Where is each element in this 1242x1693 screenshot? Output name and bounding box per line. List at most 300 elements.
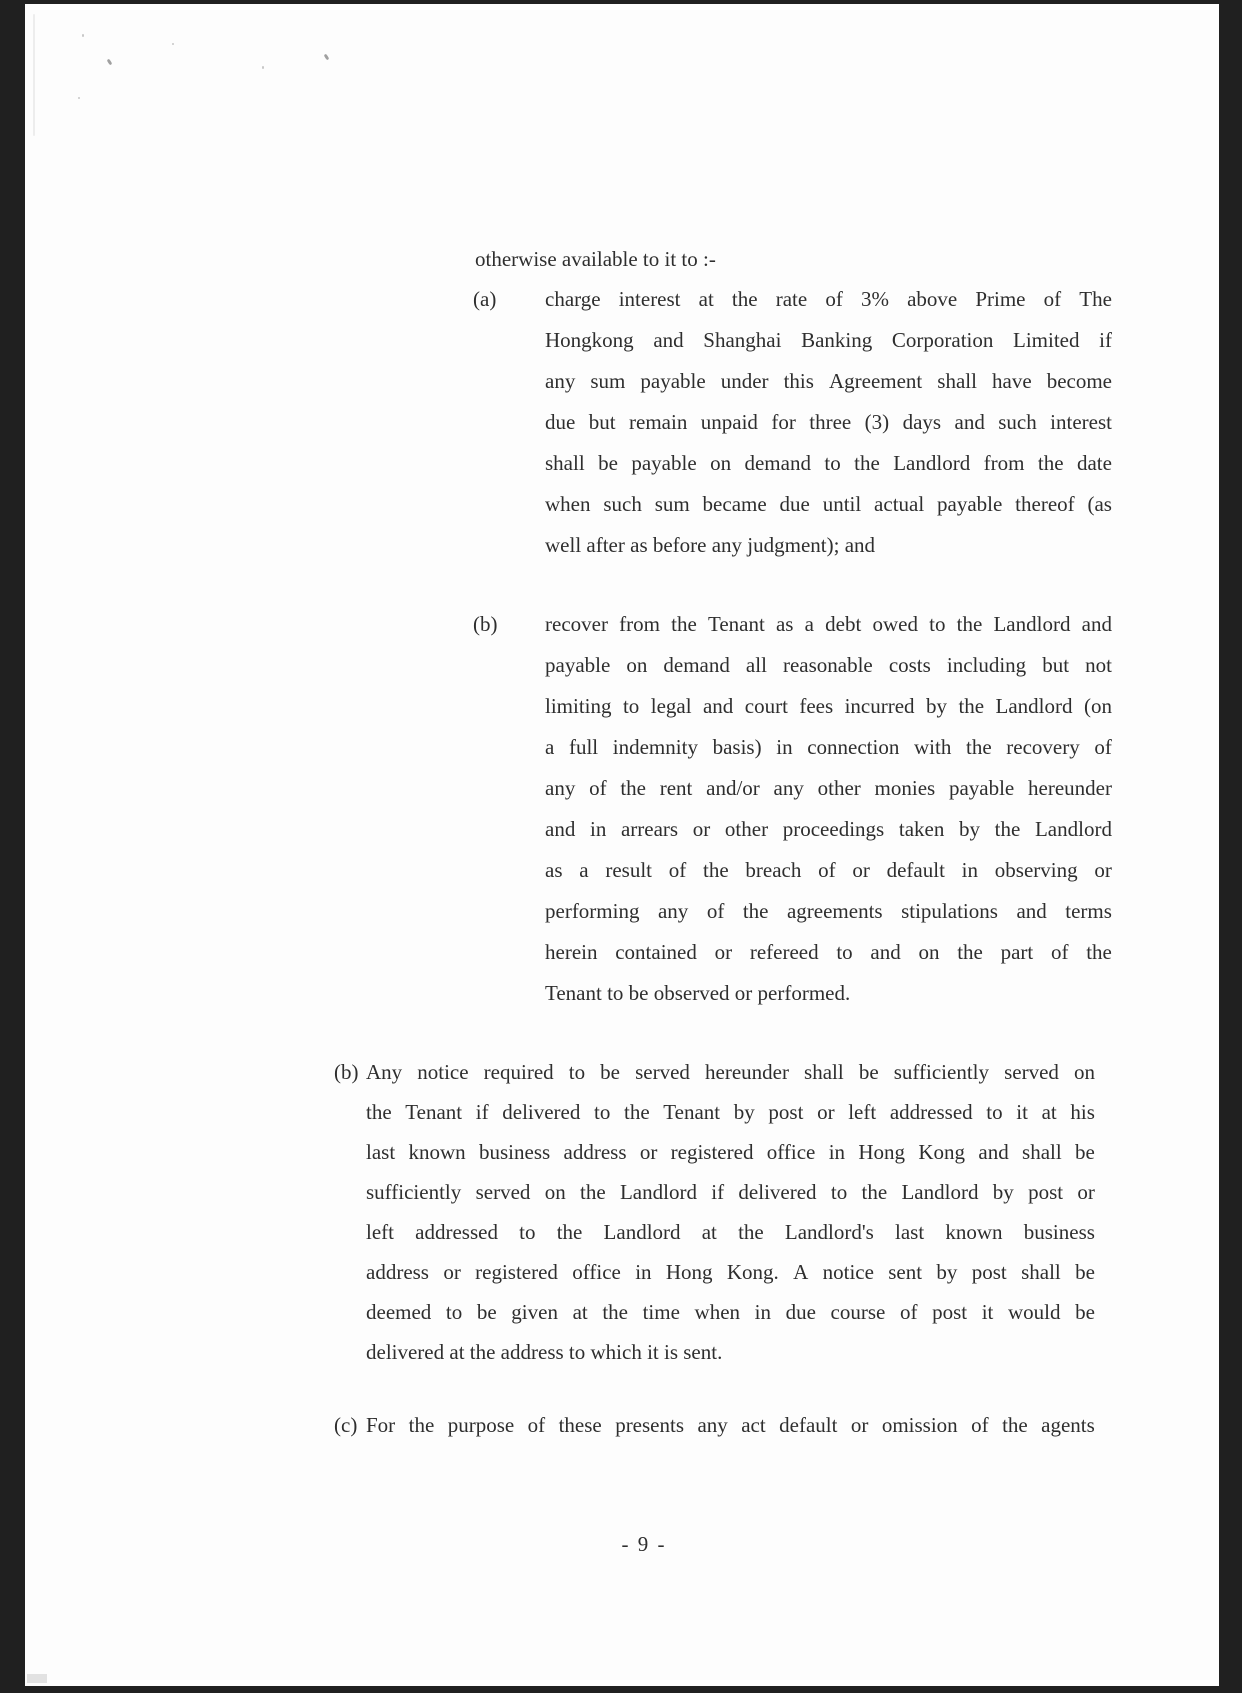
word: the <box>861 1180 888 1204</box>
word: (3) <box>864 410 890 434</box>
text-line: Tenant to be observed or performed. <box>545 981 851 1005</box>
word: unpaid <box>700 410 758 434</box>
word: incurred <box>844 694 915 718</box>
word: proceedings <box>782 817 885 841</box>
text-line <box>545 645 1112 686</box>
word: a <box>545 735 555 759</box>
word: Landlord <box>603 1220 681 1244</box>
word: costs <box>888 653 931 677</box>
word: demand <box>663 653 730 677</box>
word: The <box>1079 287 1112 311</box>
word: default <box>886 858 945 882</box>
document-page <box>25 4 1219 1686</box>
word: the <box>994 817 1021 841</box>
word: required <box>483 1060 554 1084</box>
word: by <box>992 1180 1014 1204</box>
text-line <box>366 1092 1095 1132</box>
word: be <box>1075 1260 1095 1284</box>
word: Landlord <box>1034 817 1112 841</box>
scan-smudge <box>27 1674 47 1683</box>
word: sent <box>888 1260 923 1284</box>
word: sufficiently <box>366 1180 462 1204</box>
word: if <box>711 1180 725 1204</box>
word: or <box>1077 1180 1095 1204</box>
word: and <box>653 328 684 352</box>
word: any <box>545 369 576 393</box>
word: on <box>1074 1060 1095 1084</box>
word: due <box>545 410 576 434</box>
word: to <box>519 1220 536 1244</box>
word: fees <box>799 694 834 718</box>
text-line <box>545 402 1112 443</box>
text-line <box>545 320 1112 361</box>
word: if <box>1099 328 1112 352</box>
scan-speck <box>107 59 113 66</box>
word: payable <box>640 369 706 393</box>
word: post <box>768 1100 804 1124</box>
word: indemnity <box>612 735 698 759</box>
word: of <box>1043 287 1062 311</box>
word: and <box>954 410 985 434</box>
word: of <box>971 1413 989 1437</box>
word: notice <box>417 1060 469 1084</box>
word: taken <box>898 817 945 841</box>
word: until <box>822 492 862 516</box>
word: on <box>626 653 648 677</box>
word: hereunder <box>705 1060 789 1084</box>
word: rent <box>659 776 693 800</box>
word: performing <box>545 899 640 923</box>
word: agents <box>1041 1413 1095 1437</box>
word: three <box>809 410 852 434</box>
word: other <box>817 776 861 800</box>
word: would <box>1007 1300 1061 1324</box>
word: any <box>545 776 576 800</box>
word: of <box>899 1300 918 1324</box>
scan-speck <box>172 43 174 45</box>
word: thereof <box>1015 492 1075 516</box>
word: reasonable <box>782 653 873 677</box>
word: the <box>958 694 985 718</box>
text-line <box>366 1052 1095 1092</box>
text-line <box>366 1405 1095 1445</box>
text-line <box>545 809 1112 850</box>
word: served <box>475 1180 531 1204</box>
word: purpose <box>447 1413 515 1437</box>
word: the <box>702 858 729 882</box>
word: or <box>692 817 711 841</box>
word: known <box>408 1140 466 1164</box>
word: become <box>1046 369 1112 393</box>
word: of <box>818 858 836 882</box>
text-line <box>545 279 1112 320</box>
word: hereunder <box>1028 776 1112 800</box>
word: his <box>1070 1100 1095 1124</box>
clause-b <box>334 1052 1095 1372</box>
word: payable <box>545 653 611 677</box>
word: business <box>479 1140 551 1164</box>
word: to <box>986 1100 1003 1124</box>
word: and <box>978 1140 1009 1164</box>
text-line <box>366 1252 1095 1292</box>
text-line <box>545 850 1112 891</box>
word: herein <box>545 940 598 964</box>
word: other <box>724 817 769 841</box>
clause-b-label: (b) <box>334 1060 359 1084</box>
word: Corporation <box>891 328 994 352</box>
scan-speck <box>82 34 84 37</box>
word: of <box>1094 735 1112 759</box>
word: office <box>572 1260 621 1284</box>
word: all <box>745 653 767 677</box>
word: the <box>671 612 697 636</box>
scan-speck <box>324 54 330 61</box>
word: the <box>366 1100 392 1124</box>
word: to <box>836 940 853 964</box>
word: be <box>1075 1300 1095 1324</box>
word: the <box>1002 1413 1028 1437</box>
scan-speck <box>78 97 80 99</box>
word: Hongkong <box>545 328 634 352</box>
word: to <box>824 451 841 475</box>
word: registered <box>475 1260 558 1284</box>
word: to <box>445 1300 463 1324</box>
word: contained <box>615 940 697 964</box>
word: interest <box>1050 410 1112 434</box>
word: Landlord <box>893 451 971 475</box>
sub-clause-b-label: (b) <box>473 612 498 636</box>
word: to <box>929 612 946 636</box>
sub-clause-b-body <box>545 604 1112 1014</box>
word: it <box>981 1300 994 1324</box>
word: the <box>854 451 880 475</box>
word: Landlord's <box>784 1220 874 1244</box>
word: including <box>946 653 1027 677</box>
word: Hong <box>858 1140 906 1164</box>
word: arrears <box>620 817 679 841</box>
word: in <box>635 1260 652 1284</box>
word: known <box>945 1220 1003 1244</box>
word: of <box>589 776 607 800</box>
text-line <box>545 768 1112 809</box>
word: or <box>852 858 870 882</box>
word: Limited <box>1013 328 1080 352</box>
word: on <box>918 940 940 964</box>
word: shall <box>804 1060 844 1084</box>
word: legal <box>650 694 692 718</box>
word: part <box>1000 940 1034 964</box>
word: last <box>895 1220 925 1244</box>
word: Hong <box>665 1260 713 1284</box>
word: course <box>830 1300 886 1324</box>
word: or <box>850 1413 869 1437</box>
word: remain <box>629 410 688 434</box>
word: sum <box>590 369 626 393</box>
text-line <box>545 891 1112 932</box>
word: post <box>971 1260 1007 1284</box>
word: of <box>527 1413 546 1437</box>
word: shall <box>1022 1140 1062 1164</box>
word: any <box>697 1413 728 1437</box>
word: actual <box>874 492 925 516</box>
word: it <box>1016 1100 1028 1124</box>
word: from <box>619 612 660 636</box>
word: Any <box>366 1060 403 1084</box>
word: by <box>936 1260 958 1284</box>
word: omission <box>881 1413 958 1437</box>
word: became <box>702 492 767 516</box>
word: and <box>702 694 734 718</box>
word: the <box>1086 940 1112 964</box>
word: served <box>635 1060 690 1084</box>
word: and <box>1081 612 1112 636</box>
word: by <box>959 817 980 841</box>
word: deemed <box>366 1300 432 1324</box>
word: sufficiently <box>893 1060 989 1084</box>
word: to <box>594 1100 611 1124</box>
word: the <box>408 1413 435 1437</box>
text-line <box>366 1212 1095 1252</box>
word: days <box>902 410 942 434</box>
word: registered <box>670 1140 754 1164</box>
word: at <box>701 1220 717 1244</box>
word: be <box>598 451 618 475</box>
word: at <box>698 287 714 311</box>
word: demand <box>744 451 811 475</box>
word: under <box>720 369 769 393</box>
word: as <box>545 858 563 882</box>
word: a <box>804 612 814 636</box>
word: act <box>741 1413 766 1437</box>
word: shall <box>545 451 585 475</box>
word: given <box>511 1300 558 1324</box>
word: addressed <box>415 1220 498 1244</box>
word: refereed <box>749 940 819 964</box>
text-line <box>545 361 1112 402</box>
word: a <box>579 858 589 882</box>
word: of <box>1050 940 1069 964</box>
text-line <box>545 686 1112 727</box>
word: shall <box>937 369 977 393</box>
word: Landlord <box>619 1180 697 1204</box>
word: the <box>580 1180 606 1204</box>
word: but <box>588 410 616 434</box>
word: charge <box>545 287 601 311</box>
word: or <box>639 1140 658 1164</box>
word: observing <box>994 858 1078 882</box>
word: to <box>622 694 640 718</box>
text-line <box>366 1132 1095 1172</box>
word: at <box>572 1300 588 1324</box>
clause-c-body <box>366 1405 1095 1445</box>
word: presents <box>615 1413 685 1437</box>
word: be <box>476 1300 497 1324</box>
word: or <box>714 940 733 964</box>
word: connection <box>807 735 900 759</box>
word: limiting <box>545 694 612 718</box>
sub-clause-a <box>473 279 1112 566</box>
word: payable <box>937 492 1003 516</box>
word: be <box>1075 1140 1095 1164</box>
word: from <box>983 451 1025 475</box>
word: on <box>544 1180 566 1204</box>
text-line <box>545 727 1112 768</box>
word: or <box>817 1100 835 1124</box>
word: the <box>738 1220 764 1244</box>
word: notice <box>822 1260 874 1284</box>
page-number: - 9 - <box>621 1532 667 1556</box>
word: to <box>568 1060 586 1084</box>
word: and <box>545 817 576 841</box>
word: address <box>366 1260 429 1284</box>
word: of <box>668 858 687 882</box>
word: 3% <box>860 287 889 311</box>
word: breach <box>745 858 802 882</box>
word: Tenant <box>707 612 765 636</box>
word: not <box>1085 653 1112 677</box>
word: any <box>773 776 804 800</box>
clause-b-body <box>366 1052 1095 1372</box>
text-line: delivered at the address to which it is sent. <box>366 1340 723 1364</box>
word: post <box>1028 1180 1064 1204</box>
word: or <box>1094 858 1112 882</box>
word: (on <box>1083 694 1112 718</box>
word: delivered <box>502 1100 581 1124</box>
word: of <box>706 899 725 923</box>
word: agreements <box>786 899 883 923</box>
word: Landlord <box>901 1180 979 1204</box>
word: Landlord <box>993 612 1071 636</box>
word: left <box>848 1100 877 1124</box>
word: have <box>992 369 1032 393</box>
text-line <box>545 484 1112 525</box>
word: Tenant <box>405 1100 463 1124</box>
scan-fold-line <box>33 14 35 136</box>
word: in <box>776 735 793 759</box>
word: and <box>1016 899 1047 923</box>
word: debt <box>825 612 862 636</box>
sub-clause-a-label: (a) <box>473 287 497 311</box>
sub-clause-a-body <box>545 279 1112 566</box>
intro-text: otherwise available to it to :- <box>475 247 716 271</box>
word: For <box>366 1413 396 1437</box>
word: Shanghai <box>703 328 782 352</box>
word: in <box>961 858 979 882</box>
word: the <box>602 1300 628 1324</box>
word: these <box>558 1413 602 1437</box>
word: sum <box>654 492 690 516</box>
word: if <box>475 1100 489 1124</box>
word: recover <box>545 612 608 636</box>
word: in <box>754 1300 771 1324</box>
word: but <box>1042 653 1070 677</box>
word: this <box>783 369 814 393</box>
word: on <box>710 451 732 475</box>
word: with <box>914 735 952 759</box>
word: any <box>657 899 689 923</box>
word: the <box>731 287 758 311</box>
word: the <box>1037 451 1064 475</box>
word: stipulations <box>901 899 998 923</box>
word: addressed <box>889 1100 973 1124</box>
word: by <box>926 694 947 718</box>
word: and <box>870 940 901 964</box>
word: left <box>366 1220 394 1244</box>
word: such <box>603 492 642 516</box>
text-line: well after as before any judgment); and <box>545 533 876 557</box>
word: monies <box>874 776 936 800</box>
word: default <box>779 1413 838 1437</box>
word: shall <box>1021 1260 1061 1284</box>
word: the <box>956 612 983 636</box>
sub-clause-b <box>473 604 1112 1014</box>
text-line <box>366 1292 1095 1332</box>
word: address <box>563 1140 627 1164</box>
word: Kong <box>918 1140 966 1164</box>
scan-speck <box>262 66 264 69</box>
word: at <box>1041 1100 1057 1124</box>
word: be <box>858 1060 879 1084</box>
clause-c-label: (c) <box>334 1413 358 1437</box>
word: in <box>828 1140 846 1164</box>
word: Tenant <box>663 1100 721 1124</box>
text-line <box>545 443 1112 484</box>
word: recovery <box>1006 735 1080 759</box>
word: time <box>642 1300 680 1324</box>
word: rate <box>775 287 808 311</box>
word: Landlord <box>995 694 1073 718</box>
word: terms <box>1065 899 1112 923</box>
word: of <box>825 287 843 311</box>
word: as <box>775 612 794 636</box>
word: full <box>568 735 599 759</box>
word: the <box>965 735 992 759</box>
word: served <box>1004 1060 1059 1084</box>
word: the <box>624 1100 650 1124</box>
word: the <box>742 899 769 923</box>
word: the <box>556 1220 583 1244</box>
word: be <box>600 1060 620 1084</box>
word: office <box>766 1140 816 1164</box>
word: above <box>907 287 958 311</box>
word: date <box>1076 451 1112 475</box>
word: Banking <box>801 328 873 352</box>
word: by <box>733 1100 755 1124</box>
text-line <box>366 1172 1095 1212</box>
text-line <box>545 932 1112 973</box>
word: when <box>694 1300 741 1324</box>
word: the <box>620 776 646 800</box>
word: payable <box>948 776 1015 800</box>
word: Prime <box>975 287 1026 311</box>
word: such <box>998 410 1037 434</box>
word: post <box>932 1300 968 1324</box>
clause-c <box>334 1405 1095 1445</box>
word: due <box>779 492 810 516</box>
word: delivered <box>738 1180 817 1204</box>
word: basis) <box>712 735 762 759</box>
word: when <box>545 492 591 516</box>
word: for <box>771 410 796 434</box>
word: Kong. <box>726 1260 779 1284</box>
word: interest <box>618 287 681 311</box>
word: payable <box>631 451 697 475</box>
word: court <box>744 694 788 718</box>
text-line <box>545 604 1112 645</box>
word: in <box>589 817 607 841</box>
word: owed <box>872 612 918 636</box>
word: business <box>1023 1220 1095 1244</box>
